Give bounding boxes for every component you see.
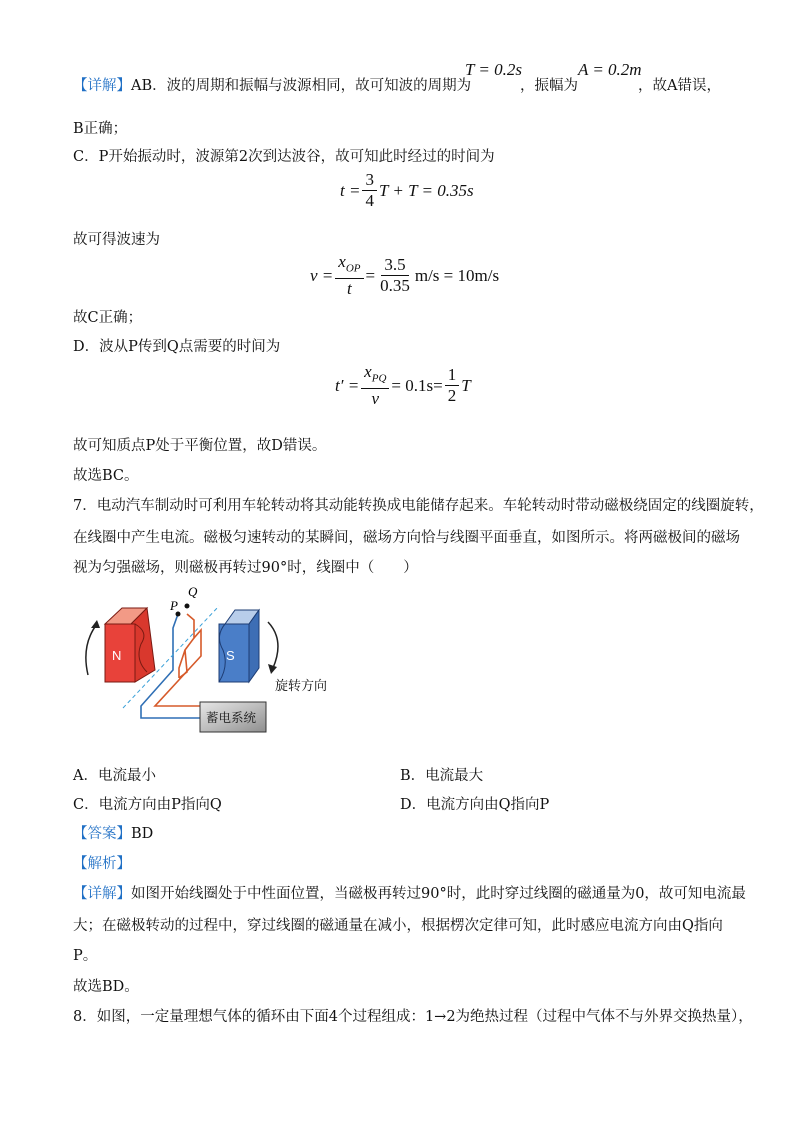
eq1-fraction xyxy=(362,170,377,211)
eq2-num-sub: OP xyxy=(345,262,361,275)
right-arrowhead xyxy=(268,664,277,674)
q7-detail-1 xyxy=(73,882,746,903)
d-text: D．波从P传到Q点需要的时间为 xyxy=(73,339,281,355)
eq2-num2: 3.5 xyxy=(381,255,408,276)
d-wrong: 故可知质点P处于平衡位置，故D错误。 xyxy=(73,438,327,454)
eq1-num: 3 xyxy=(362,170,377,191)
point-q xyxy=(185,604,190,609)
eq2-equals: = xyxy=(365,265,376,285)
eq2-lhs: v = xyxy=(310,265,334,285)
ab-text-c: ，故A错误， xyxy=(638,78,721,94)
q7-detail-text-1: 如图开始线圈处于中性面位置，当磁极再转过90°时，此时穿过线圈的磁通量为0，故可知电流最 xyxy=(131,886,746,902)
period-equation: T = 0.2s xyxy=(465,60,522,79)
choose-bd: 故选BD。 xyxy=(73,979,139,995)
south-magnet xyxy=(219,610,259,682)
eq1-rhs: T + T = 0.35s xyxy=(378,180,474,200)
equation-time xyxy=(340,170,474,211)
eq3-den2: 2 xyxy=(447,386,457,406)
choose-bc: 故选BC。 xyxy=(73,468,139,484)
label-p: P xyxy=(170,598,178,613)
equation-speed xyxy=(310,252,499,299)
ab-text-a: AB．波的周期和振幅与波源相同，故可知波的周期为 xyxy=(131,78,472,94)
left-arrowhead xyxy=(91,620,100,628)
q7-detail-3: P。 xyxy=(73,948,98,964)
eq3-lhs: t′ = xyxy=(335,375,360,395)
speed-intro: 故可得波速为 xyxy=(73,232,160,248)
option-b: B．电流最大 xyxy=(400,768,484,784)
c-text: C．P开始振动时，波源第2次到达波谷，故可知此时经过的时间为 xyxy=(73,149,495,165)
rotation-label: 旋转方向 xyxy=(275,679,328,694)
north-label: N xyxy=(112,648,122,663)
eq3-num-var: x xyxy=(364,362,372,381)
c-correct: 故C正确； xyxy=(73,310,143,326)
eq2-num-var: x xyxy=(338,252,346,271)
eq1-lhs: t = xyxy=(340,180,361,200)
eq3-num2: 1 xyxy=(445,365,460,386)
eq3-num xyxy=(361,362,389,389)
eq2-num xyxy=(335,252,363,279)
option-d: D．电流方向由Q指向P xyxy=(400,797,550,813)
north-magnet xyxy=(105,608,155,682)
analysis-tag: 【解析】 xyxy=(73,856,131,872)
ab-text-b: ，振幅为 xyxy=(520,78,578,94)
equation-time-pq xyxy=(335,362,471,409)
label-q: Q xyxy=(188,584,198,599)
option-a: A．电流最小 xyxy=(73,768,156,784)
right-rotation-arrow xyxy=(268,622,278,668)
answer-line xyxy=(73,822,153,843)
left-rotation-arrow xyxy=(86,624,97,675)
answer-value: BD xyxy=(131,826,154,842)
amplitude-equation: A = 0.2m xyxy=(578,60,642,79)
generator-figure xyxy=(75,580,355,740)
q7-detail-tag: 【详解】 xyxy=(73,886,131,902)
eq3-rhs: T xyxy=(461,375,471,395)
q7-line-2: 在线圈中产生电流。磁极匀速转动的某瞬间，磁场方向恰与线圈平面垂直，如图所示。将两磁极间的磁场 xyxy=(73,530,740,546)
detail-line-ab xyxy=(73,74,471,95)
q7-line-3: 视为匀强磁场，则磁极再转过90°时，线圈中（ ） xyxy=(73,560,418,576)
eq2-den2: 0.35 xyxy=(380,276,410,296)
eq2-fraction-b xyxy=(377,255,413,296)
eq3-mid: = 0.1s= xyxy=(391,375,443,395)
eq2-rhs: m/s = 10m/s xyxy=(414,265,500,285)
b-correct: B正确； xyxy=(73,121,128,137)
answer-tag: 【答案】 xyxy=(73,826,131,842)
option-c: C．电流方向由P指向Q xyxy=(73,797,222,813)
eq1-den: 4 xyxy=(365,191,374,210)
storage-label: 蓄电系统 xyxy=(206,710,257,725)
q7-line-1: 7．电动汽车制动时可利用车轮转动将其动能转换成电能储存起来。车轮转动时带动磁极绕固定的线圈旋转， xyxy=(73,498,764,514)
detail-tag: 【详解】 xyxy=(73,78,131,94)
eq3-fraction-b xyxy=(445,365,460,406)
eq2-fraction-a xyxy=(335,252,363,299)
eq3-fraction-a xyxy=(361,362,389,409)
eq3-num-sub: PQ xyxy=(371,372,387,385)
eq3-den: v xyxy=(371,389,380,409)
south-label: S xyxy=(226,648,235,663)
eq2-den: t xyxy=(347,279,352,299)
q7-detail-2: 大；在磁极转动的过程中，穿过线圈的磁通量在减小，根据楞次定律可知，此时感应电流方向由Q指向 xyxy=(73,918,723,934)
q8-line-1: 8．如图，一定量理想气体的循环由下面4个过程组成：1→2为绝热过程（过程中气体不与外界交换热量）， xyxy=(73,1009,753,1025)
